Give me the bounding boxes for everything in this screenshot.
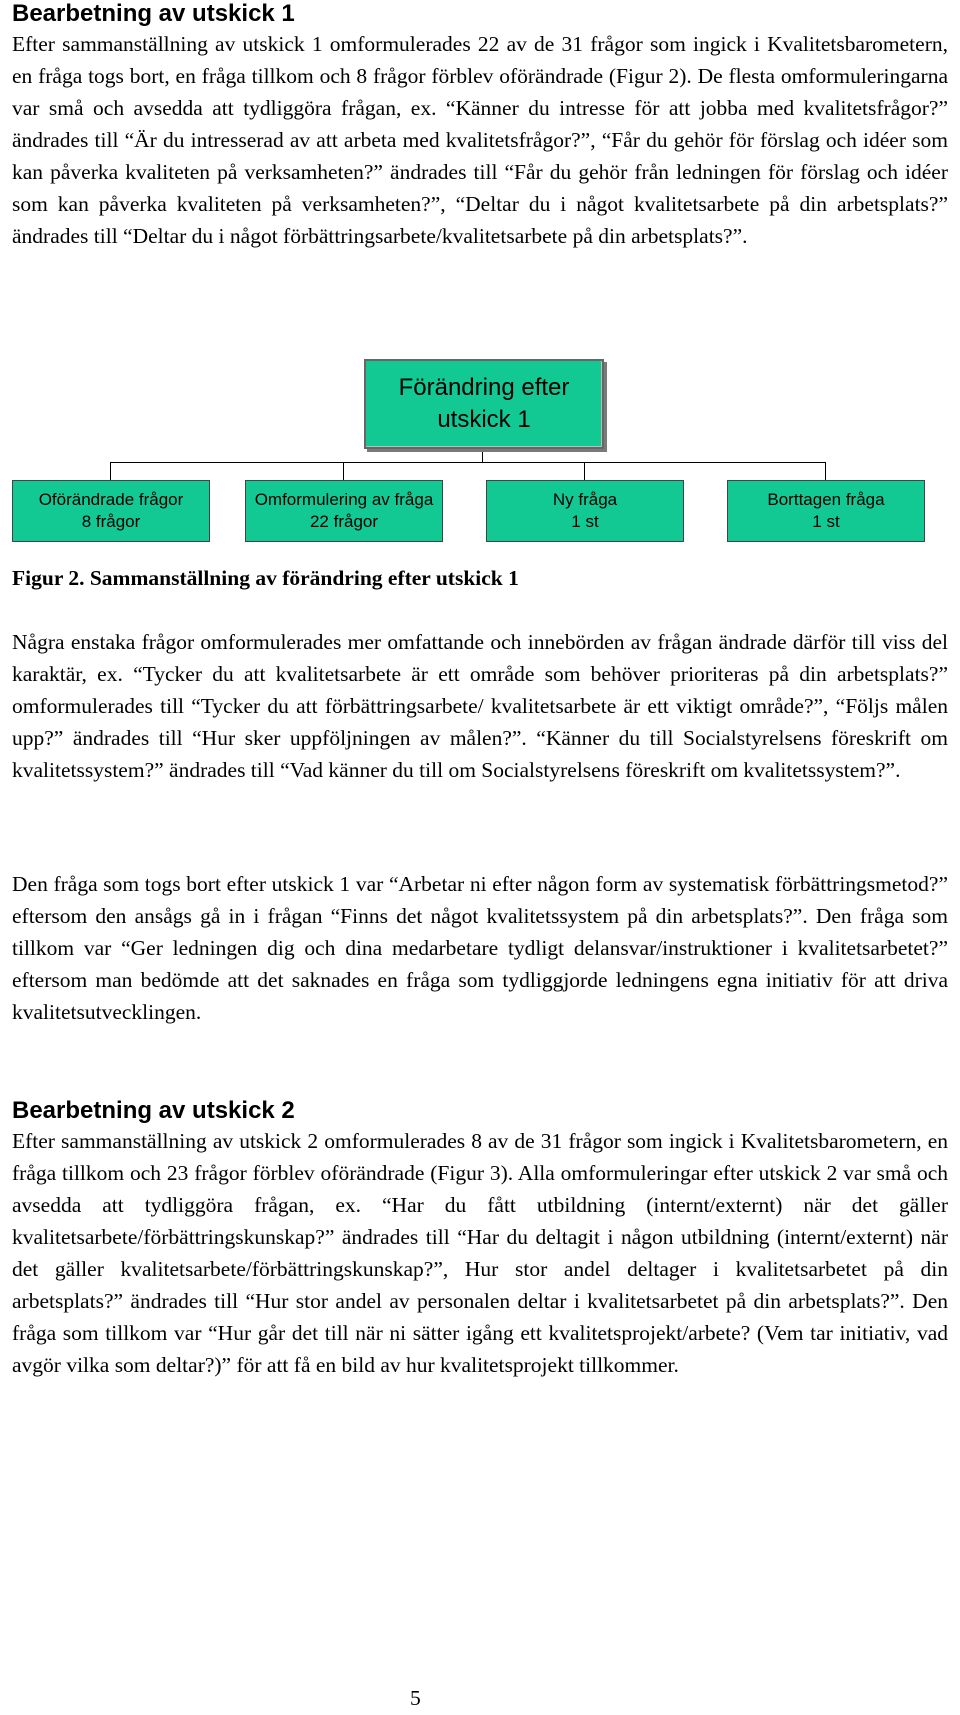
root-line-1: Förändring efter [398,374,570,401]
diagram-root-box [364,359,604,449]
section-heading-utskick-2: Bearbetning av utskick 2 [12,1097,295,1124]
figure-caption: Figur 2. Sammanställning av förändring efter utskick 1 [12,566,519,590]
connector-leaf-4 [825,462,826,480]
section-heading-utskick-1: Bearbetning av utskick 1 [12,0,295,27]
connector-horizontal [110,462,826,463]
paragraph-utskick-2: Efter sammanställning av utskick 2 omformulerades 8 av de 31 frågor som ingick i Kvalitetsbarometern, en fråga tillkom och 23 frågor förblev oförändrade (Figur 3). Alla omformuleringar efter utskick 2 var små och avsedda att tydliggöra frågan, ex. “Har du fått utbildning (internt/externt) när det gäller kvalitetsarbete/förbättringskunskap?” ändrades till “Har du deltagit i någon utbildning (internt/externt) när det gäller kvalitetsarbete/förbättringskunskap?”, Hur stor andel deltager i kvalitetsarbetet på din arbetsplats?” ändrades till “Hur stor andel av personalen deltar i kvalitetsarbetet på din arbetsplats?”. Den fråga som tillkom var “Hur går det till när ni sätter igång ett kvalitetsprojekt/arbete? (Vem tar initiativ, vad avgör vilka som deltar?)” för att få en bild av hur kvalitetsprojekt tillkommer. [12,1129,948,1377]
paragraph-utskick-1: Efter sammanställning av utskick 1 omformulerades 22 av de 31 frågor som ingick i Kvalitetsbarometern, en fråga togs bort, en fråga tillkom och 8 frågor förblev oförändrade (Figur 2). De flesta omformuleringarna var små och avsedda att tydliggöra frågan, ex. “Känner du intresse för att jobba med kvalitetsfrågor?” ändrades till “Är du intresserad av att arbeta med kvalitetsfrågor?”, “Får du gehör för förslag och idéer som kan påverka kvaliteten på verksamheten?” ändrades till “Får du gehör från ledningen för förslag och idéer som kan påverka kvaliteten på verksamheten?”, “Deltar du i något kvalitetsarbete på din arbetsplats?” ändrades till “Deltar du i något förbättringsarbete/kvalitetsarbete på din arbetsplats?”. [12,32,948,248]
leaf-removed-label: Borttagen fråga [767,490,885,509]
leaf-reformulated-count: 22 frågor [309,512,379,531]
leaf-unchanged-label: Oförändrade frågor [38,490,184,509]
diagram-leaf-unchanged [12,480,210,542]
leaf-reformulated-label: Omformulering av fråga [254,490,434,509]
diagram-leaf-removed [727,480,925,542]
diagram-leaf-reformulated [245,480,443,542]
diagram-leaf-new [486,480,684,542]
connector-leaf-2 [343,462,344,480]
paragraph-reformulations: Några enstaka frågor omformulerades mer omfattande och innebörden av frågan ändrade därför till viss del karaktär, ex. “Tycker du att kvalitetsarbete är ett område som behöver prioriteras på din arbetsplats?” omformulerades till “Tycker du att förbättringsarbete/ kvalitetsarbete är ett viktigt område?”, “Följs målen upp?” ändrades till “Hur sker uppföljningen av målen?”. “Känner du till Socialstyrelsens föreskrift om kvalitetssystem?” ändrades till “Vad känner du till om Socialstyrelsens föreskrift om kvalitetssystem?”. [12,630,948,782]
connector-vertical-root [482,447,483,462]
leaf-new-count: 1 st [571,512,599,531]
change-diagram [12,355,948,545]
page-number: 5 [410,1686,421,1710]
paragraph-removed-added: Den fråga som togs bort efter utskick 1 var “Arbetar ni efter någon form av systematisk förbättringsmetod?” eftersom den ansågs gå in i frågan “Finns det något kvalitetssystem på din arbetsplats?”. Den fråga som tillkom var “Ger ledningen dig och dina medarbetare tydligt delansvar/instruktioner i kvalitetsarbetet?” eftersom man bedömde att det saknades en fråga som tydliggjorde ledningens egna initiativ för att driva kvalitetsutvecklingen. [12,872,948,1024]
leaf-unchanged-count: 8 frågor [81,512,141,531]
connector-leaf-1 [110,462,111,480]
root-line-2: utskick 1 [437,406,531,433]
connector-leaf-3 [584,462,585,480]
leaf-new-label: Ny fråga [552,490,618,509]
leaf-removed-count: 1 st [812,512,840,531]
